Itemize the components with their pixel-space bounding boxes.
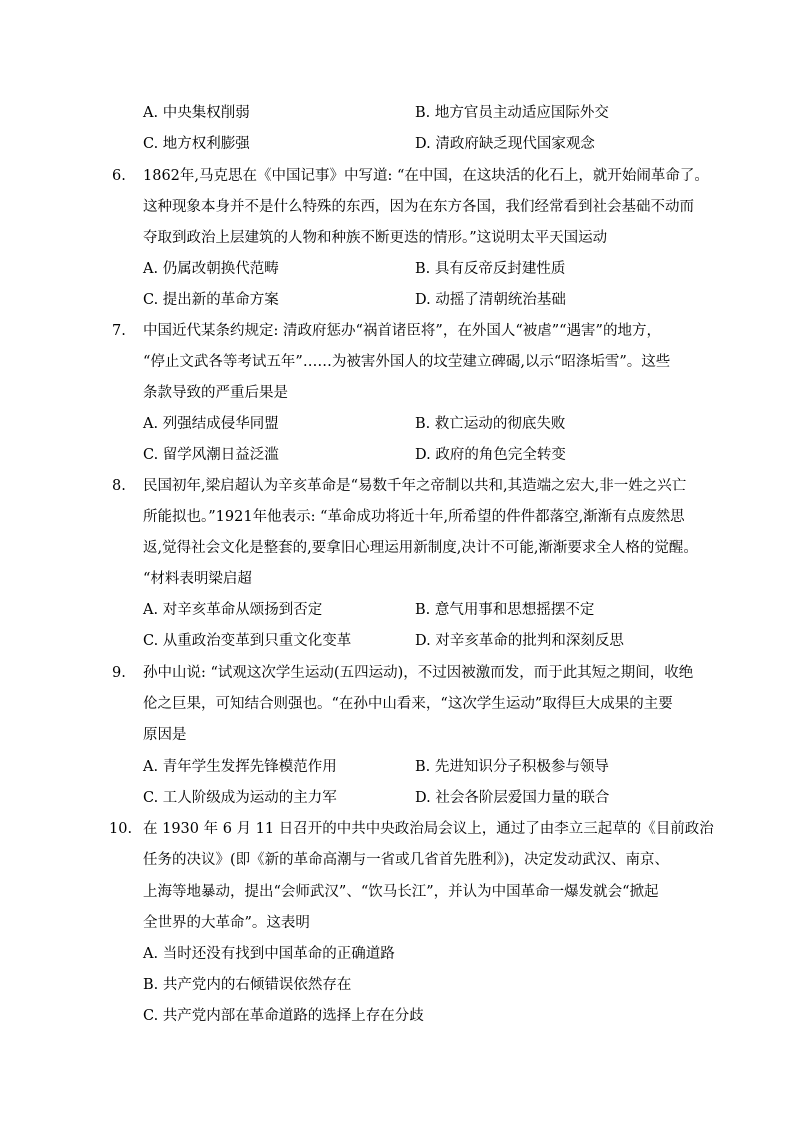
q6-option-c: C. 提出新的革命方案 <box>143 292 279 308</box>
q8-option-c: C. 从重政治变革到只重文化变革 <box>143 633 352 649</box>
q10-stem-line-2: 任务的决议》(即《新的革命高潮与一省或几省首先胜利》)，决定发动武汉、南京、 <box>143 852 670 868</box>
q10-option-c: C. 共产党内部在革命道路的选择上存在分歧 <box>143 1008 424 1024</box>
q6-option-a: A. 仍属改朝换代范畴 <box>143 261 279 277</box>
q8-option-a: A. 对辛亥革命从颂扬到否定 <box>143 602 323 618</box>
q9-number: 9. <box>112 665 126 681</box>
q7-option-c: C. 留学风潮日益泛滥 <box>143 447 279 463</box>
q5-option-a: A. 中央集权削弱 <box>143 105 250 121</box>
q10-option-b: B. 共产党内的右倾错误依然存在 <box>143 977 352 993</box>
q7-stem-line-3: 条款导致的严重后果是 <box>143 385 288 401</box>
q10-stem-line-1: 在 1930 年 6 月 11 日召开的中共中央政治局会议上，通过了由李立三起草的《目前政治 <box>143 821 714 837</box>
q9-option-d: D. 社会各阶层爱国力量的联合 <box>415 790 610 806</box>
q7-option-d: D. 政府的角色完全转变 <box>415 447 566 463</box>
q8-option-d: D. 对辛亥革命的批判和深刻反思 <box>415 633 624 649</box>
q7-option-b: B. 救亡运动的彻底失败 <box>415 416 566 432</box>
q7-stem-line-2: “停止文武各等考试五年”……为被害外国人的坟茔建立碑碣,以示“昭涤垢雪”。这些 <box>143 354 671 370</box>
q6-option-d: D. 动摇了清朝统治基础 <box>415 292 566 308</box>
q5-option-d: D. 清政府缺乏现代国家观念 <box>415 136 595 152</box>
q7-stem-line-1: 中国近代某条约规定: 清政府惩办“祸首诸臣将”，在外国人“被虐”“遇害”的地方， <box>143 323 661 339</box>
q9-option-a: A. 青年学生发挥先锋模范作用 <box>143 759 337 775</box>
q6-stem-line-1: 1862年,马克思在《中国记事》中写道: “在中国，在这块活的化石上，就开始闹革命了。 <box>143 168 709 184</box>
q8-stem-line-2: 所能拟也。”1921年他表示: “革命成功将近十年,所希望的件件都落空,渐渐有点废然思 <box>143 509 685 525</box>
q6-option-b: B. 具有反帝反封建性质 <box>415 261 566 277</box>
q8-stem-line-4: “材料表明梁启超 <box>143 571 252 587</box>
q9-stem-line-2: 伦之巨果，可知结合则强也。“在孙中山看来，“这次学生运动”取得巨大成果的主要 <box>143 696 673 712</box>
q7-number: 7. <box>112 323 126 339</box>
q10-option-a: A. 当时还没有找到中国革命的正确道路 <box>143 946 395 962</box>
q8-option-b: B. 意气用事和思想摇摆不定 <box>415 602 595 618</box>
q6-stem-line-3: 夺取到政治上层建筑的人物和种族不断更迭的情形。”这说明太平天国运动 <box>143 230 608 246</box>
q10-number: 10. <box>109 821 133 837</box>
q9-option-b: B. 先进知识分子积极参与领导 <box>415 759 609 775</box>
q9-stem-line-3: 原因是 <box>143 727 187 743</box>
q9-option-c: C. 工人阶级成为运动的主力军 <box>143 790 337 806</box>
q7-option-a: A. 列强结成侵华同盟 <box>143 416 279 432</box>
q9-stem-line-1: 孙中山说: “试观这次学生运动(五四运动)，不过因被激而发，而于此其短之期间，收绝 <box>143 665 694 681</box>
q8-number: 8. <box>112 478 126 494</box>
q5-option-b: B. 地方官员主动适应国际外交 <box>415 105 609 121</box>
q5-option-c: C. 地方权利膨强 <box>143 136 250 152</box>
q6-number: 6. <box>112 168 126 184</box>
q6-stem-line-2: 这种现象本身并不是什么特殊的东西，因为在东方各国，我们经常看到社会基础不动而 <box>143 199 694 215</box>
q8-stem-line-1: 民国初年,梁启超认为辛亥革命是“易数千年之帝制以共和,其造端之宏大,非一姓之兴亡 <box>143 478 687 494</box>
q10-stem-line-4: 全世界的大革命”。这表明 <box>143 915 310 931</box>
q8-stem-line-3: 返,觉得社会文化是整套的,要拿旧心理运用新制度,决计不可能,渐渐要求全人格的觉醒。 <box>143 540 698 556</box>
q10-stem-line-3: 上海等地暴动，提出“会师武汉”、“饮马长江”，并认为中国革命一爆发就会“掀起 <box>143 884 659 900</box>
